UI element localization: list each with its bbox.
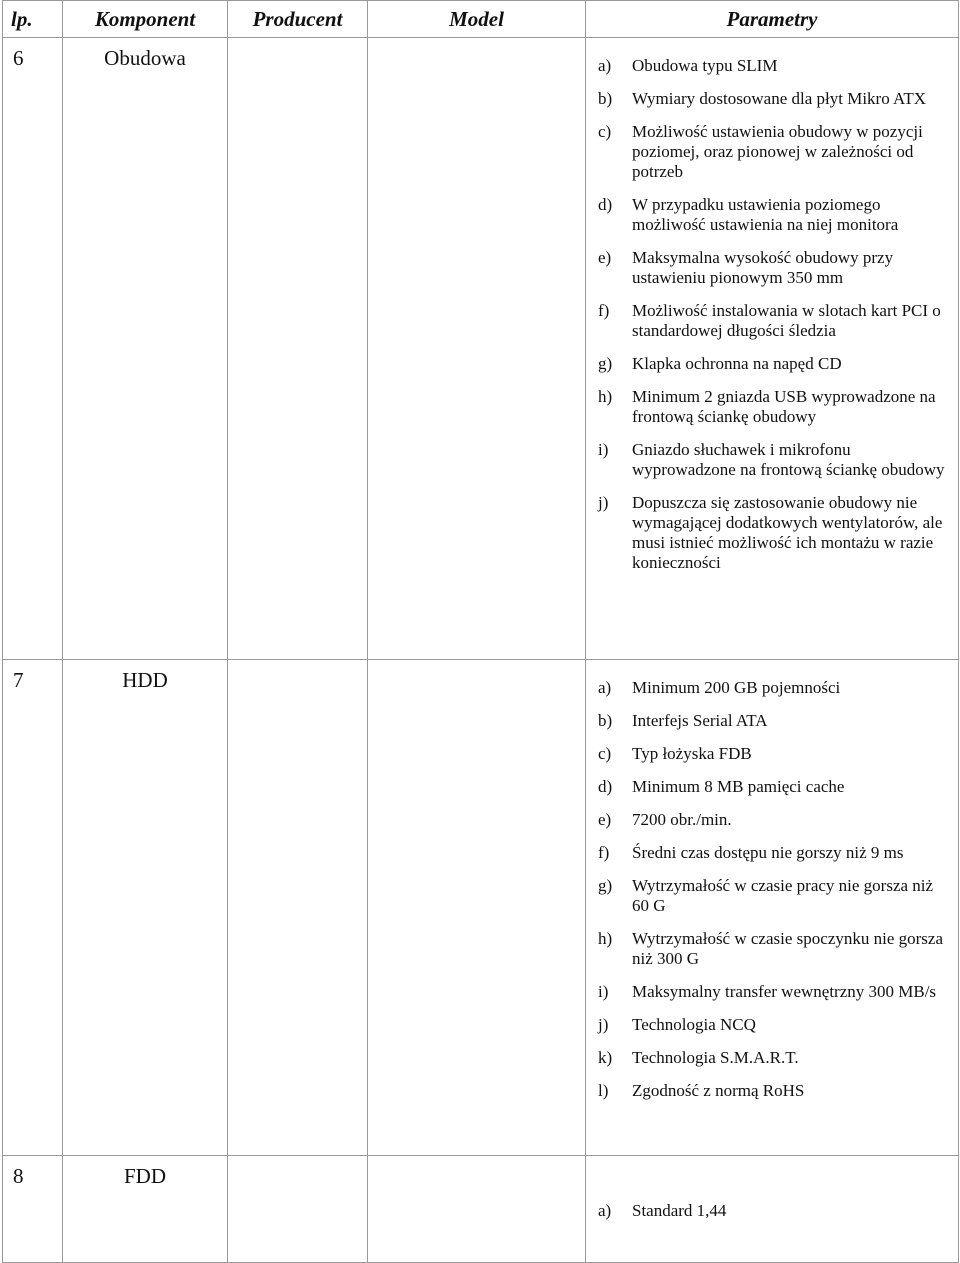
param-text: Dopuszcza się zastosowanie obudowy nie wymagającej dodatkowych wentylatorów, ale musi istnieć możliwość ich montażu w razie konieczności: [632, 493, 943, 572]
param-text: Technologia NCQ: [632, 1015, 756, 1034]
param-letter: e): [598, 810, 612, 829]
param-letter: j): [598, 1015, 609, 1034]
param-letter: g): [598, 354, 613, 373]
row-lp: 6: [3, 38, 63, 660]
param-letter: i): [598, 440, 609, 459]
param-item: [586, 744, 958, 764]
param-letter: c): [598, 744, 612, 763]
param-item: [586, 387, 958, 427]
param-item: [586, 1201, 958, 1221]
param-text: Średni czas dostępu nie gorszy niż 9 ms: [632, 843, 904, 862]
param-item: [586, 89, 958, 109]
spec-table: [2, 0, 959, 1263]
param-list: [586, 38, 958, 573]
row-component: FDD: [63, 1156, 228, 1263]
header-model: Model: [368, 1, 586, 38]
param-item: [586, 711, 958, 731]
param-text: Możliwość ustawienia obudowy w pozycji poziomej, oraz pionowej w zależności od potrzeb: [632, 122, 923, 181]
param-item: [586, 440, 958, 480]
param-item: [586, 810, 958, 830]
param-letter: k): [598, 1048, 613, 1067]
table-row: [3, 38, 959, 660]
param-letter: l): [598, 1081, 609, 1100]
param-text: Maksymalna wysokość obudowy przy ustawieniu pionowym 350 mm: [632, 248, 894, 287]
table-row: [3, 660, 959, 1156]
param-list: [586, 660, 958, 1101]
model-cell: [368, 660, 586, 1156]
param-item: [586, 301, 958, 341]
param-letter: f): [598, 843, 610, 862]
param-text: Minimum 2 gniazda USB wyprowadzone na frontową ściankę obudowy: [632, 387, 936, 426]
header-parametry: Parametry: [586, 1, 959, 38]
param-letter: g): [598, 876, 613, 895]
param-letter: b): [598, 89, 613, 108]
params-cell: [586, 38, 959, 660]
param-item: [586, 248, 958, 288]
param-text: Wytrzymałość w czasie spoczynku nie gorsza niż 300 G: [632, 929, 943, 968]
param-text: Możliwość instalowania w slotach kart PCI o standardowej długości śledzia: [632, 301, 941, 340]
param-item: [586, 678, 958, 698]
row-lp: 7: [3, 660, 63, 1156]
param-item: [586, 1015, 958, 1035]
model-cell: [368, 1156, 586, 1263]
row-lp: 8: [3, 1156, 63, 1263]
producent-cell: [228, 38, 368, 660]
param-letter: d): [598, 777, 613, 796]
param-item: [586, 843, 958, 863]
param-text: Minimum 200 GB pojemności: [632, 678, 841, 697]
row-component: Obudowa: [63, 38, 228, 660]
param-item: [586, 1081, 958, 1101]
param-letter: h): [598, 929, 613, 948]
param-text: Klapka ochronna na napęd CD: [632, 354, 842, 373]
param-letter: e): [598, 248, 612, 267]
param-item: [586, 493, 958, 573]
param-list: [586, 1156, 958, 1221]
param-letter: a): [598, 678, 612, 697]
param-letter: h): [598, 387, 613, 406]
param-text: W przypadku ustawienia poziomego możliwość ustawienia na niej monitora: [632, 195, 899, 234]
param-item: [586, 195, 958, 235]
header-lp: lp.: [3, 1, 63, 38]
header-row: [3, 1, 959, 38]
param-item: [586, 982, 958, 1002]
param-item: [586, 929, 958, 969]
param-item: [586, 56, 958, 76]
header-producent: Producent: [228, 1, 368, 38]
param-text: Maksymalny transfer wewnętrzny 300 MB/s: [632, 982, 937, 1001]
param-letter: d): [598, 195, 613, 214]
table-row: [3, 1156, 959, 1263]
param-text: Wymiary dostosowane dla płyt Mikro ATX: [632, 89, 927, 108]
param-text: Technologia S.M.A.R.T.: [632, 1048, 799, 1067]
param-letter: b): [598, 711, 613, 730]
param-text: Obudowa typu SLIM: [632, 56, 778, 75]
param-letter: c): [598, 122, 612, 141]
param-text: Zgodność z normą RoHS: [632, 1081, 805, 1100]
row-component: HDD: [63, 660, 228, 1156]
header-komponent: Komponent: [63, 1, 228, 38]
param-item: [586, 777, 958, 797]
param-item: [586, 354, 958, 374]
param-item: [586, 1048, 958, 1068]
params-cell: [586, 1156, 959, 1263]
param-text: Minimum 8 MB pamięci cache: [632, 777, 845, 796]
param-item: [586, 876, 958, 916]
producent-cell: [228, 660, 368, 1156]
param-item: [586, 122, 958, 182]
param-text: Gniazdo słuchawek i mikrofonu wyprowadzone na frontową ściankę obudowy: [632, 440, 945, 479]
param-text: Wytrzymałość w czasie pracy nie gorsza niż 60 G: [632, 876, 934, 915]
param-letter: j): [598, 493, 609, 512]
params-cell: [586, 660, 959, 1156]
param-text: Typ łożyska FDB: [632, 744, 752, 763]
param-text: 7200 obr./min.: [632, 810, 732, 829]
param-letter: i): [598, 982, 609, 1001]
param-letter: f): [598, 301, 610, 320]
param-letter: a): [598, 1201, 612, 1220]
param-text: Interfejs Serial ATA: [632, 711, 768, 730]
param-text: Standard 1,44: [632, 1201, 727, 1220]
model-cell: [368, 38, 586, 660]
producent-cell: [228, 1156, 368, 1263]
param-letter: a): [598, 56, 612, 75]
